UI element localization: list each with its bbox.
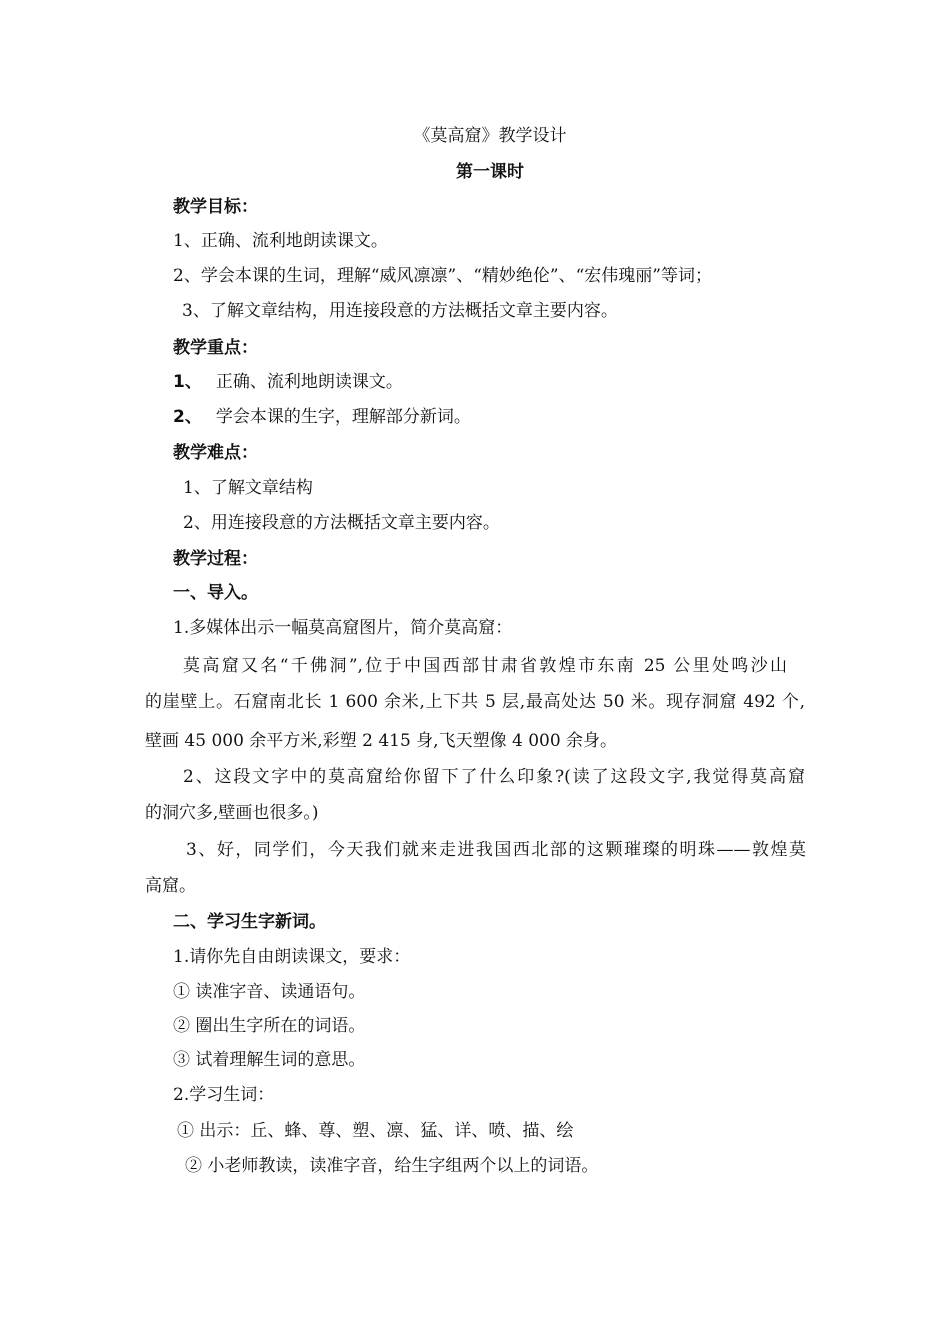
intro-paragraph-line: 的崖壁上。石窟南北长 1 600 余米,上下共 5 层,最高处达 50 米。现存洞窟 492 个, [145, 692, 805, 712]
document-title: 《莫高窟》教学设计 [413, 126, 567, 146]
process-heading: 教学过程： [173, 549, 258, 569]
requirement-item: ① 读准字音、读通语句。 [173, 982, 366, 1002]
goal-item: 2、学会本课的生词，理解“威风凛凛”、“精妙绝伦”、“宏伟瑰丽”等词； [173, 266, 712, 286]
keypoint-text: 正确、流利地朗读课文。 [215, 372, 403, 392]
intro-paragraph-line: 壁画 45 000 余平方米,彩塑 2 415 身,飞天塑像 4 000 余身。 [145, 731, 618, 751]
step-text: 2.学习生词： [173, 1085, 275, 1105]
section-heading: 二、学习生字新词。 [173, 912, 326, 932]
difficulty-item: 2、用连接段意的方法概括文章主要内容。 [183, 513, 500, 533]
step-text: 1.多媒体出示一幅莫高窟图片，简介莫高窟： [173, 618, 513, 638]
keypoint-text: 学会本课的生字，理解部分新词。 [215, 407, 471, 427]
keypoint-number: 2、 [173, 407, 202, 427]
step-paragraph-line: 高窟。 [145, 876, 196, 896]
keypoint-item [173, 370, 403, 394]
step-paragraph-line: 的洞穴多,壁画也很多。) [145, 803, 319, 823]
keypoint-number: 1、 [173, 372, 202, 392]
intro-paragraph-line: 莫高窟又名“千佛洞”,位于中国西部甘肃省敦煌市东南 25 公里处鸣沙山 [183, 656, 787, 676]
vocab-item: ① 出示：丘、蜂、尊、塑、凛、猛、详、喷、描、绘 [177, 1121, 574, 1141]
goal-item: 1、正确、流利地朗读课文。 [173, 231, 388, 251]
goals-heading: 教学目标： [173, 197, 258, 217]
requirement-item: ② 圈出生字所在的词语。 [173, 1016, 366, 1036]
lesson-subtitle: 第一课时 [456, 162, 524, 182]
keypoint-item [173, 405, 471, 429]
difficulties-heading: 教学难点： [173, 443, 258, 463]
section-heading: 一、导入。 [173, 583, 258, 603]
keypoints-heading: 教学重点： [173, 338, 258, 358]
step-paragraph-line: 3、好，同学们，今天我们就来走进我国西北部的这颗璀璨的明珠——敦煌莫 [186, 840, 806, 860]
difficulty-item: 1、了解文章结构 [183, 478, 313, 498]
goal-item: 3、了解文章结构，用连接段意的方法概括文章主要内容。 [182, 301, 618, 321]
step-text: 1.请你先自由朗读课文，要求： [173, 947, 411, 967]
step-paragraph-line: 2、这段文字中的莫高窟给你留下了什么印象?(读了这段文字,我觉得莫高窟 [183, 767, 805, 787]
vocab-item: ② 小老师教读，读准字音，给生字组两个以上的词语。 [185, 1156, 599, 1176]
requirement-item: ③ 试着理解生词的意思。 [173, 1050, 366, 1070]
